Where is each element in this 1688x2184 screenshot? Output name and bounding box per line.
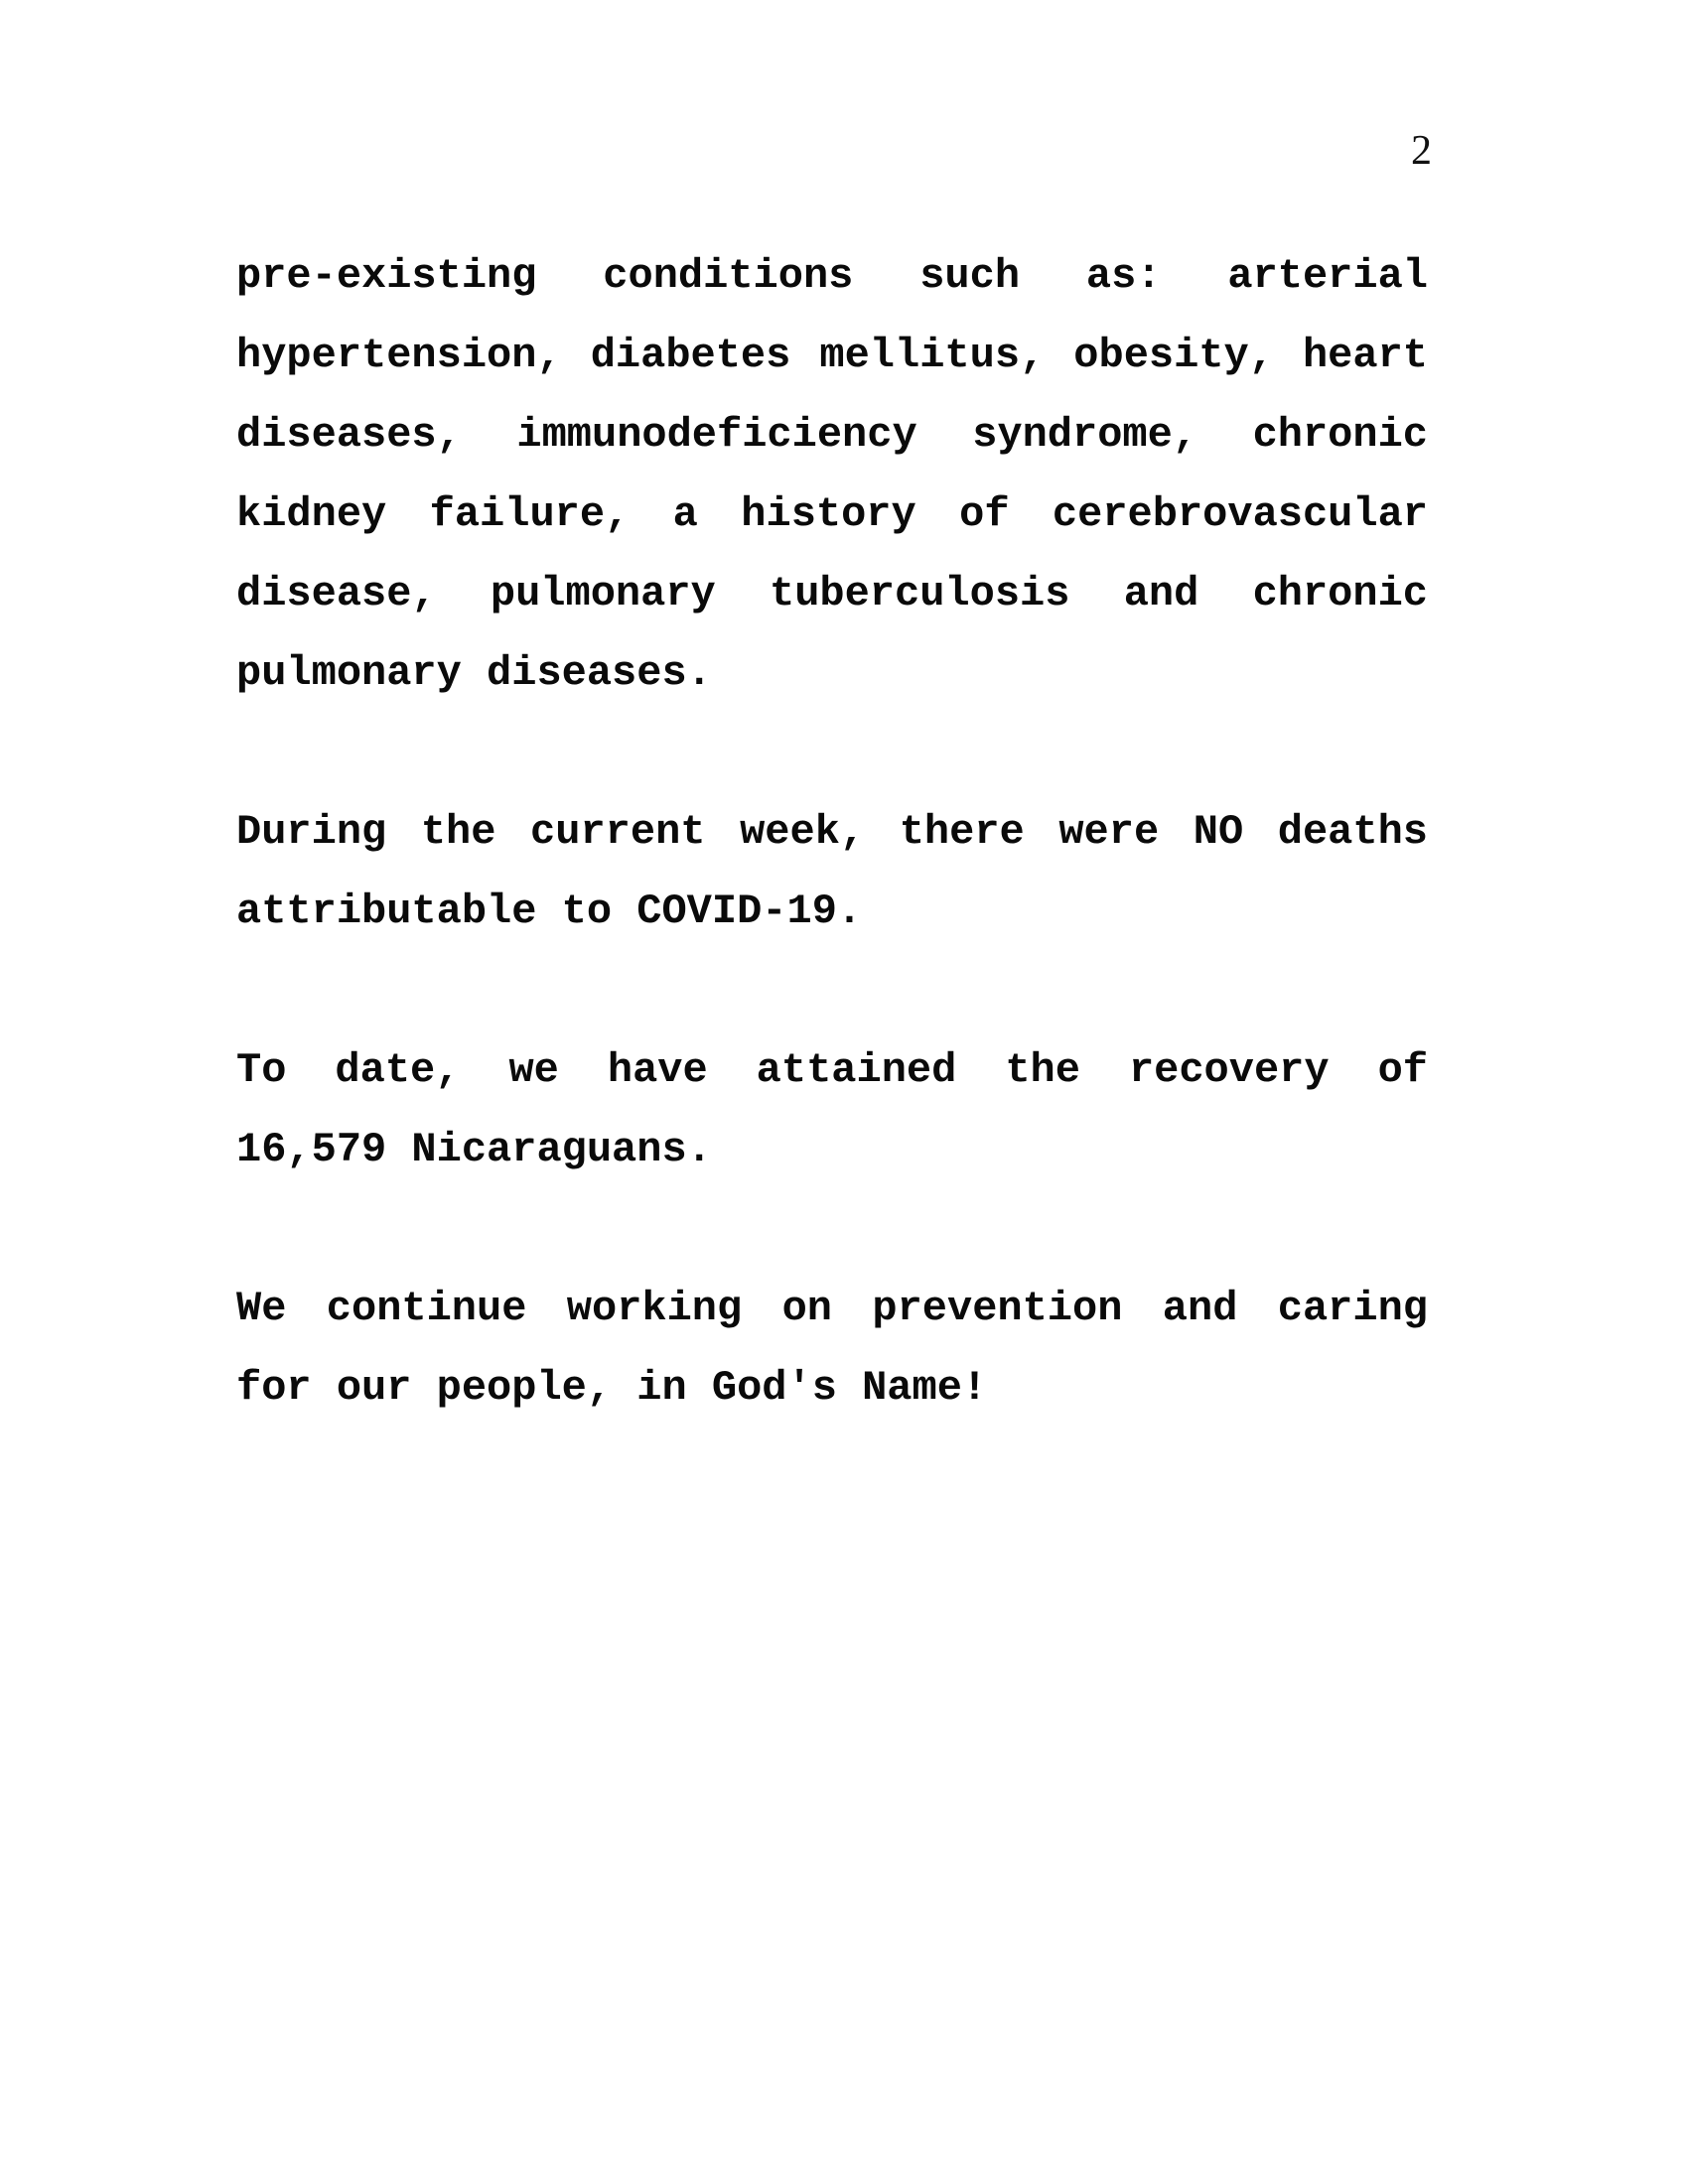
page-number: 2: [1411, 128, 1432, 174]
page-number-row: [236, 127, 1440, 175]
document-body: [236, 236, 1428, 1428]
paragraph-no-deaths: During the current week, there were NO deaths attributable to COVID-19.: [236, 808, 1428, 935]
paragraph-recoveries: To date, we have attained the recovery of 16,579 Nicaraguans.: [236, 1046, 1428, 1173]
paragraph-closing: We continue working on prevention and caring for our people, in God's Name!: [236, 1285, 1428, 1412]
paragraph-preexisting-conditions: pre-existing conditions such as: arterial hypertension, diabetes mellitus, obesity, heart diseases, immunodeficiency syndrome, chronic kidney failure, a history of cerebrovascular disease, pulmonary tuberculosis and chronic pulmonary diseases.: [236, 252, 1428, 697]
